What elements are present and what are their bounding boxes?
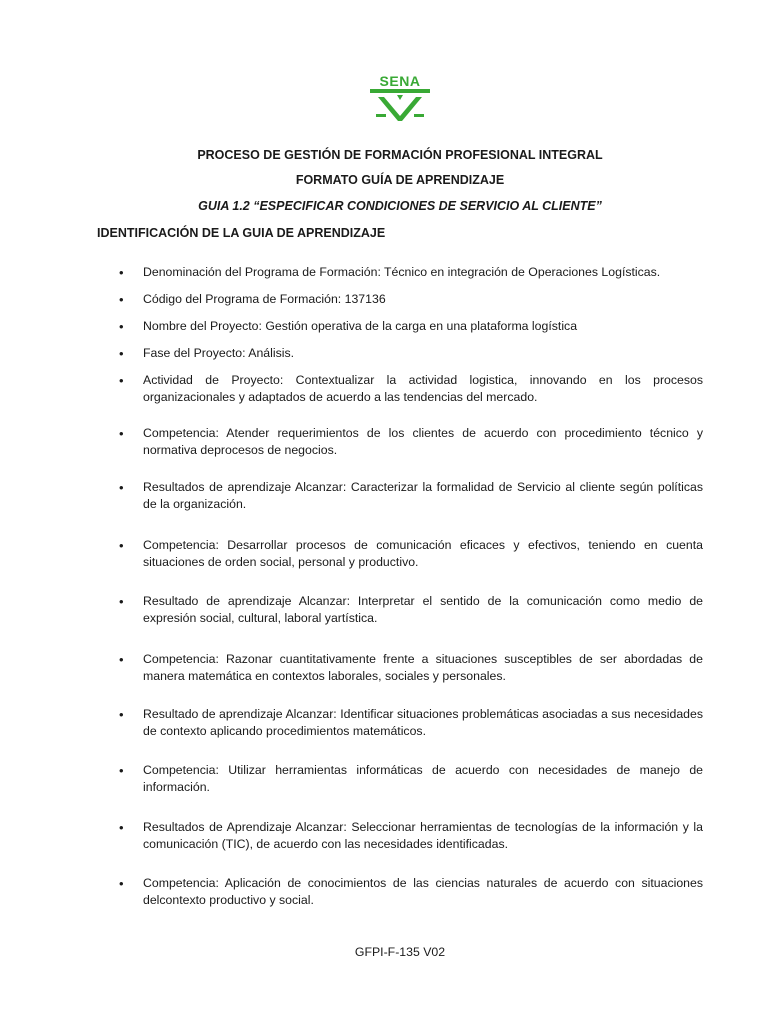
list-item-program-code: • Código del Programa de Formación: 137136 (143, 291, 703, 308)
logo-text: SENA (379, 73, 421, 89)
process-title: PROCESO DE GESTIÓN DE FORMACIÓN PROFESIONAL INTEGRAL (197, 148, 603, 162)
list-item-learning-result: • Resultado de aprendizaje Alcanzar: Interpretar el sentido de la comunicación como medio de expresión social, cultural, laboral yartística. (143, 593, 703, 627)
list-item-learning-result: • Resultados de Aprendizaje Alcanzar: Seleccionar herramientas de tecnologías de la información y la comunicación (TIC), de acuerdo con las necesidades identificadas. (143, 819, 703, 853)
list-item-competency: • Competencia: Aplicación de conocimientos de las ciencias naturales de acuerdo con situaciones delcontexto productivo y social. (143, 875, 703, 909)
list-item-learning-result: • Resultado de aprendizaje Alcanzar: Identificar situaciones problemáticas asociadas a sus necesidades de contexto aplicando procedimientos matemáticos. (143, 706, 703, 740)
format-title: FORMATO GUÍA DE APRENDIZAJE (295, 173, 505, 187)
list-item-learning-result: • Resultados de aprendizaje Alcanzar: Caracterizar la formalidad de Servicio al cliente según políticas de la organización. (143, 479, 703, 513)
sena-logo-icon (368, 74, 432, 124)
list-item-project-activity: • Actividad de Proyecto: Contextualizar la actividad logistica, innovando en los procesos organizacionales y adaptados de acuerdo a las tendencias del mercado. (143, 372, 703, 406)
list-item-competency: • Competencia: Razonar cuantitativamente frente a situaciones susceptibles de ser abordadas de manera matemática en contextos laborales, sociales y personales. (143, 651, 703, 685)
list-item-competency: • Competencia: Utilizar herramientas informáticas de acuerdo con necesidades de manejo de información. (143, 762, 703, 796)
list-item-competency: • Competencia: Desarrollar procesos de comunicación eficaces y efectivos, teniendo en cuenta situaciones de orden social, personal y productivo. (143, 537, 703, 571)
document-code-footer: GFPI-F-135 V02 (354, 945, 446, 959)
list-item-program-name: • Denominación del Programa de Formación: Técnico en integración de Operaciones Logísticas. (143, 264, 703, 281)
list-item-competency: • Competencia: Atender requerimientos de los clientes de acuerdo con procedimiento técnico y normativa deprocesos de negocios. (143, 425, 703, 459)
guide-title: GUIA 1.2 “ESPECIFICAR CONDICIONES DE SERVICIO AL CLIENTE” (198, 199, 602, 213)
list-item-project-name: • Nombre del Proyecto: Gestión operativa de la carga en una plataforma logística (143, 318, 703, 335)
section-title: IDENTIFICACIÓN DE LA GUIA DE APRENDIZAJE (97, 226, 386, 240)
list-item-project-phase: • Fase del Proyecto: Análisis. (143, 345, 703, 362)
